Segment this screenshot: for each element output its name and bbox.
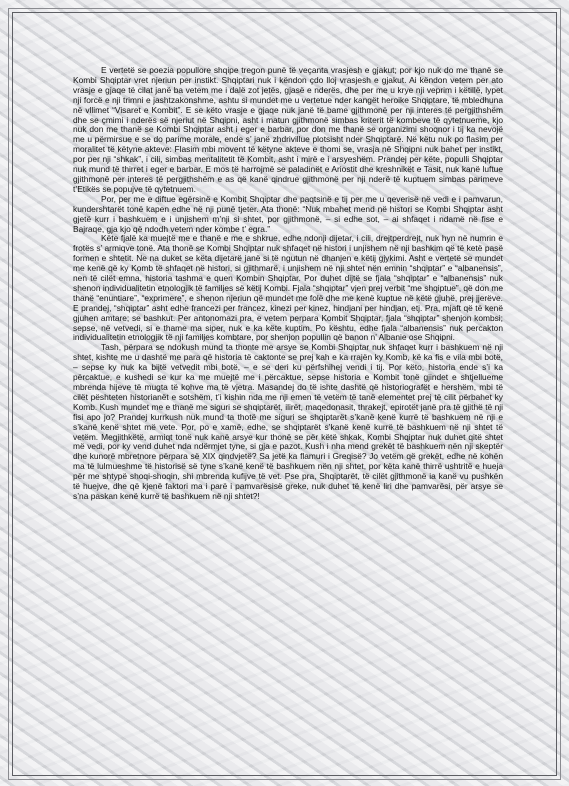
paragraph: Tash, përpara se ndokush mund ta thonte me arsye se Kombi Shqiptar nuk shfaqet kurr i bashkuem në nji shtet, kishte me u dashtë me para që historia të caktonte se prej kah e ka rrajën ky Komb, kë ka fis e vila mbi botë, – sepse ky nuk ka bijtë vetvedit mbi botë, – e se deri ku përfshihej vendi i tij. Por këto, historia ende s’i ka përcaktue, e kushedi se kur ka me muejtë me i përcaktue, sepse historia e Kombit tonë gjindet e shtjellueme mbrenda hijeve të mugta të kohve ma të vjetra. Masandej do të ishte dashtë që historiografët e hershëm, mbi të cilët pështeten historianët e sotshëm, t’i kishin nda me nji emen të vetëm të tanë elementet prej të cilit përbahet ky Komb. Kush mundet me e thanë me siguri se shqiptarët, ilirët, maqedonasit, thrakejt, epirotët janë pra të gjithë të nji fisi apo jo? Prandej kurrkush nuk mund ta thotë me siguri se shqiptarët s’kanë kenë kurrë të bashkuem në nji e s’kanë kenë shtet më vete. Por, po e xamë, edhe, se shqiptarët s’kanë kenë kurrë të bashkuem në nji shtet të vetëm. Megjithkëtë, armiqt tonë nuk kanë arsye kur thonë se për këtë shkak, Kombi Shqiptar nuk duhet qitë shtet më vedi, por ky vend duhet nda ndërmjet tyne, si gja e pazot. Kush i nha mend grekët të bashkuem nën nji skeptër dhe kunorë mbretnore përpara së XIX qindvjetë? Sa jetë ka flamuri i Greqisë? Jo vetëm që grekët, edhe në kohën ma të lulmueshme të historisë së tyne s’kanë kenë të bashkuem nën nji shtet, por këta kanë thirrë ushtritë e hueja për me shtypë shoqi-shoqin, shi mbrenda kufijve të vet. Pse pra, Shqiptarët, të cilët gjithmonë ia kanë vu pushkën të huejve, dhe që kjenë faktori ma i parë i pamvarësisë greke, nuk duhet të kenë liri dhe pamvarësi, për arsye se s’na paskan kenë kurrë të bashkuem në nji shtet?! (73, 342, 503, 501)
paragraph: Por, per me e diftue egërsinë e Kombit Shqiptar dhe paqtsinë e tij per me u qeverisë në vedi e i pamvarun, kundershtarët tonë kapen edhe në nji punë tjeter. Ata thonë: “Nuk mbahet mend në histori se Kombi Shqiptar asht gjetë kurr i bashkuem e i unjishem m’nji si shtet, por gjithmonë, – si edhe sot, – ai shfaqet i ndamë në fise e Bajraqe, gja kjo që ndodh vetem nder kombe t’ egra.” (73, 193, 503, 234)
body-text (73, 66, 503, 502)
paragraph: E vertetë se poezia popullore shqipe tregon punë të veçanta vrasjesh e gjakut; por kjo nuk do me thanë se Kombi Shqiptar vret njeriun per instikt. Shqiptari nuk i këndon çdo lloj vrasjesh e gjakut. Ai këndon vetem per ato vrasje e gjaqe të cilat janë ba vetem me i dalë zot jetës, gjasë e nderës, dhe per me u krye nji veprim i këtillë, lypet nji forcë e nji trimni e jashtzakonshme, ashtu si mundet me u vertetue nder kangët heroike Shqiptare, të mbledhuna në vllimet “Visaret e Kombit”. E se këto vrasje e gjaqe nuk janë të bame gjithmonë per nji interes të pergjithshëm dhe se çmimi i nderës së njeriut në Shqipni, asht i matun gjithmonë simbas kriterit të kombeve të qytetnueme, kjo nuk don me thanë se Kombi Shqiptar asht i eger e barbar, por don me thanë se organizimi shoqnor i tij ka nevojë me u përmirsue e se do parime morale, ende s’ janë zhdrivillue plotsisht nder Shqiptarë. Në këtu nuk po flasim per moralitet të këtyne akteve: Flasim mbi movent të këtyne akteve e thomi se, vrasja në Shqipni nuk bahet per instikt, por per nji “shkak”, i cili, simbas mentalitetit të Kombit, asht i mirë e i arsyeshëm. Prandej per këte, populli Shqiptar nuk mund të thirret i eger e barbar. E mos të harrojmë se paladinët e Ariostit dhe kreshnikët e Tasit, nuk kanë luftue gjithmonë per interes të pergjithshëm e as që kanë qindrue gjithmonë per nji nderë të kuptuem simbas parimeve t’Etikës se popujve të qytetnuem. (73, 65, 503, 194)
paragraph: Këte fjalë ka muejtë me e thanë e me e shkrue, edhe ndonji dijetar, i cili, drejtperdrejt, nuk hyn në numrin e frotës s’ armiqve tonë. Ata thonë se Kombi Shqiptar nuk shfaqet në histori i unjishem në nji bashkim që të ketë pasë formen e shtetit. Ne na duket se këta dijetarë janë si të ngutun në dhanjen e këtij gjykimi. Asht e vertetë se mundet me kenë që ky Komb të shfaqet në histori, si gjithmarë, i unjishem në nji shtet nën emnin “shqiptar” e “albanensis”, nen të cilët emna, historia tashma e quen Kombin Shqiptar. Por duhet dijtë se fjala “shqiptar” e “albanensis” nuk shenon individualitetin etnologjik të familjes së këtij Kombi. Fjala “shqiptar” vjen prej verbit “me shqiptue”, që don me thanë “enuntiare”, “exprimere”, e shenon njeriun që mundet me folë dhe me kenë kuptue në këtë gjuhë, prej jjerëve. E prandej, “shqiptar” asht edhe francezi per francez, kinezi per kinez, hindjani per hindjan, etj. Pra, mjaft që të kenë gjuhen amtare; se bashkut. Per antonomazi pra, e vetem perpara Kombit Shqiptar, fjala “shqiptar” shenjon kombsi; sepse, në vetvedi, si e thame ma siper, nuk e ka këte kuptim. Po kështu, edhe fjala “albanensis” nuk percakton individualitetin etnologjik të nji familjes kombtare, por shenjon popullin që banon n’ Albanie ose Shqipni. (73, 233, 503, 343)
